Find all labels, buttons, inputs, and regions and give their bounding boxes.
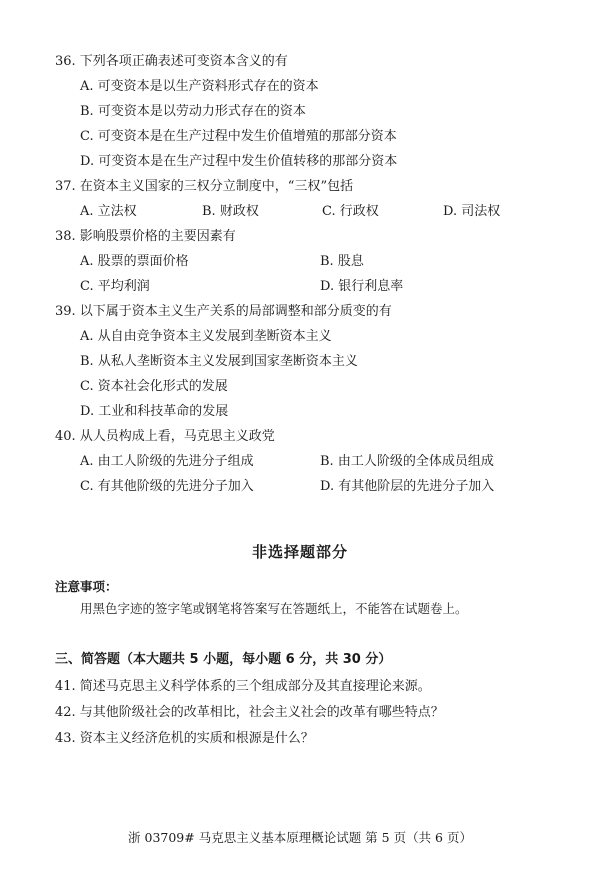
question-40-option-a: A. 由工人阶级的先进分子组成: [80, 454, 254, 469]
question-38-option-a: A. 股票的票面价格: [80, 254, 189, 269]
question-36-option-c: C. 可变资本是在生产过程中发生价值增殖的那部分资本: [80, 129, 397, 144]
question-40-option-b: B. 由工人阶级的全体成员组成: [320, 454, 494, 469]
question-39-option-c: C. 资本社会化形式的发展: [80, 379, 228, 394]
question-37-stem: 37. 在资本主义国家的三权分立制度中，“三权”包括: [55, 179, 354, 194]
question-39-option-a: A. 从自由竞争资本主义发展到垄断资本主义: [80, 329, 332, 344]
question-41: 41. 简述马克思主义科学体系的三个组成部分及其直接理论来源。: [55, 679, 431, 694]
question-40-stem: 40. 从人员构成上看，马克思主义政党: [55, 429, 275, 444]
question-37-option-d: D. 司法权: [443, 204, 501, 219]
page-footer: 浙 03709# 马克思主义基本原理概论试题 第 5 页（共 6 页）: [128, 830, 472, 845]
section-title: 非选择题部分: [251, 543, 348, 561]
question-36-option-b: B. 可变资本是以劳动力形式存在的资本: [80, 104, 306, 119]
question-36-option-d: D. 可变资本是在生产过程中发生价值转移的那部分资本: [80, 154, 398, 169]
question-39-option-d: D. 工业和科技革命的发展: [80, 404, 229, 419]
part-three-heading: 三、简答题（本大题共 5 小题，每小题 6 分，共 30 分）: [55, 652, 392, 667]
question-40-option-d: D. 有其他阶层的先进分子加入: [320, 479, 495, 494]
question-38-stem: 38. 影响股票价格的主要因素有: [55, 229, 236, 244]
notes-text: 用黑色字迹的签字笔或钢笔将答案写在答题纸上，不能答在试题卷上。: [80, 601, 468, 616]
notes-heading: 注意事项：: [55, 579, 118, 594]
question-38-option-c: C. 平均利润: [80, 279, 150, 294]
question-37-option-c: C. 行政权: [322, 204, 379, 219]
question-36-stem: 36. 下列各项正确表述可变资本含义的有: [55, 54, 288, 69]
question-38-option-d: D. 银行利息率: [320, 279, 404, 294]
question-37-option-a: A. 立法权: [80, 204, 137, 219]
question-39-stem: 39. 以下属于资本主义生产关系的局部调整和部分质变的有: [55, 304, 392, 319]
question-36-option-a: A. 可变资本是以生产资料形式存在的资本: [80, 79, 319, 94]
question-43: 43. 资本主义经济危机的实质和根源是什么？: [55, 731, 314, 746]
question-38-option-b: B. 股息: [320, 254, 364, 269]
question-40-option-c: C. 有其他阶级的先进分子加入: [80, 479, 254, 494]
question-37-option-b: B. 财政权: [202, 204, 259, 219]
question-39-option-b: B. 从私人垄断资本主义发展到国家垄断资本主义: [80, 354, 358, 369]
question-42: 42. 与其他阶级社会的改革相比，社会主义社会的改革有哪些特点？: [55, 705, 444, 720]
